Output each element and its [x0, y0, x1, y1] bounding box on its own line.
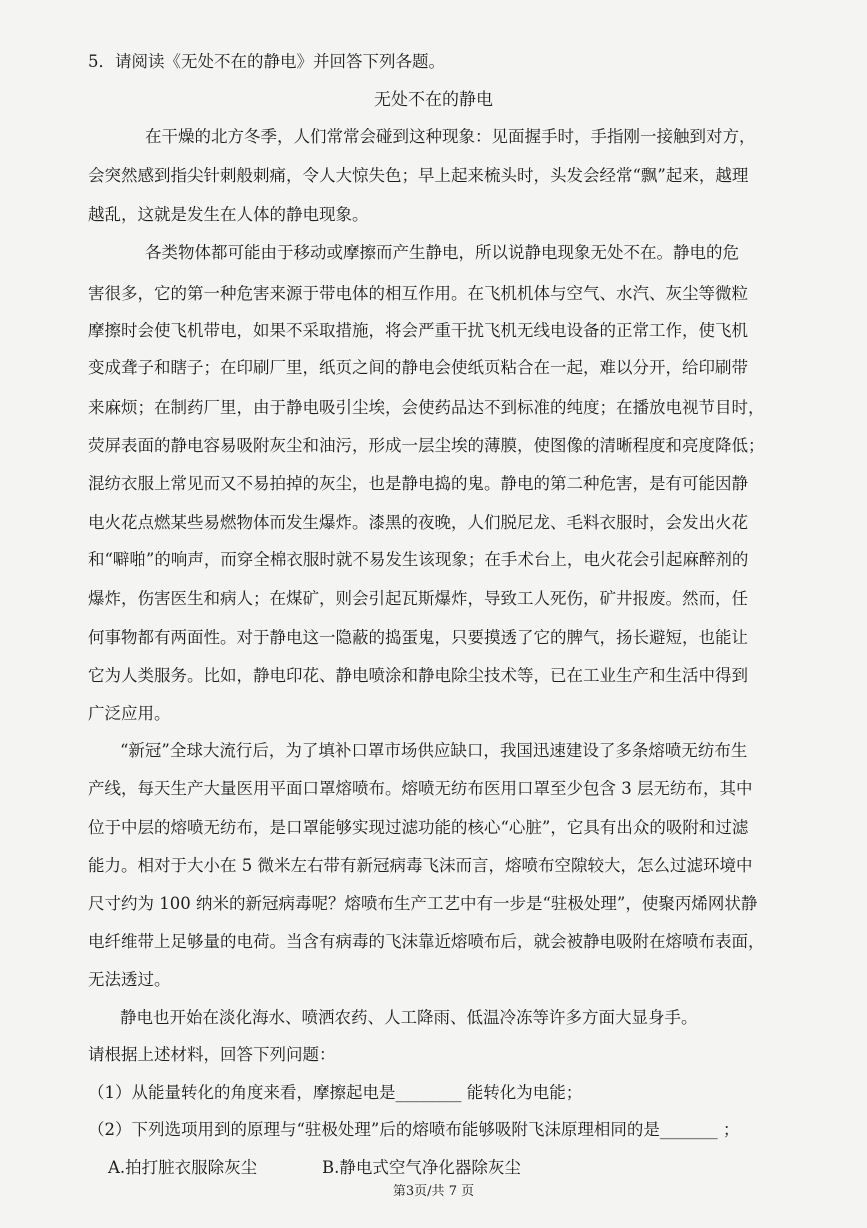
sub-question-1: （1）从能量转化的角度来看，摩擦起电是________ 能转化为电能；	[88, 1083, 583, 1102]
option-a: A.拍打脏衣服除灰尘	[108, 1158, 258, 1177]
paragraph-line: 各类物体都可能由于移动或摩擦而产生静电，所以说静电现象无处不在。静电的危	[145, 243, 739, 262]
sub-question-2: （2）下列选项用到的原理与“驻极处理”后的熔喷布能够吸附飞沫原理相同的是_______ ；	[88, 1120, 740, 1139]
paragraph-line: 何事物都有两面性。对于静电这一隐蔽的捣蛋鬼，只要摸透了它的脾气，扬长避短，也能让	[88, 628, 748, 647]
instructions: 请根据上述材料，回答下列问题：	[88, 1045, 336, 1064]
paragraph-line: 产线，每天生产大量医用平面口罩熔喷布。熔喷无纺布医用口罩至少包含 3 层无纺布，其中	[88, 779, 753, 798]
paragraph-line: 和“噼啪”的响声，而穿全棉衣服时就不易发生该现象；在手术台上，电火花会引起麻醉剂的	[88, 550, 749, 569]
paragraph-line: 变成聋子和瞎子；在印刷厂里，纸页之间的静电会使纸页粘合在一起，难以分开，给印刷带	[88, 358, 748, 377]
option-b: B.静电式空气净化器除灰尘	[322, 1158, 521, 1177]
paragraph-line: 广泛应用。	[88, 704, 171, 723]
paragraph-line: 越乱，这就是发生在人体的静电现象。	[88, 205, 369, 224]
paragraph-line: 静电也开始在淡化海水、喷洒农药、人工降雨、低温冷冻等许多方面大显身手。	[120, 1008, 698, 1027]
paragraph-line: 荧屏表面的静电容易吸附灰尘和油污，形成一层尘埃的薄膜，使图像的清晰程度和亮度降低；	[88, 436, 765, 455]
answer-options	[108, 1158, 788, 1178]
paragraph-line: 电纤维带上足够量的电荷。当含有病毒的飞沫靠近熔喷布后，就会被静电吸附在熔喷布表面，	[88, 932, 765, 951]
paragraph-line: 会突然感到指尖针刺般刺痛，令人大惊失色；早上起来梳头时，头发会经常“飘”起来，越理	[88, 166, 749, 185]
paragraph-line: 位于中层的熔喷无纺布，是口罩能够实现过滤功能的核心“心脏”，它具有出众的吸附和过滤	[88, 818, 749, 837]
paragraph-line: 能力。相对于大小在 5 微米左右带有新冠病毒飞沫而言，熔喷布空隙较大，怎么过滤环境中	[88, 856, 753, 875]
paragraph-line: 来麻烦；在制药厂里，由于静电吸引尘埃，会使药品达不到标准的纯度；在播放电视节目时，	[88, 398, 765, 417]
paragraph-line: 害很多，它的第一种危害来源于带电体的相互作用。在飞机机体与空气、水汽、灰尘等微粒	[88, 284, 748, 303]
paragraph-line: 电火花点燃某些易燃物体而发生爆炸。漆黑的夜晚，人们脱尼龙、毛料衣服时，会发出火花	[88, 513, 748, 532]
question-intro: 5．请阅读《无处不在的静电》并回答下列各题。	[88, 52, 445, 71]
paragraph-line: 尺寸约为 100 纳米的新冠病毒呢？熔喷布生产工艺中有一步是“驻极处理”，使聚丙烯网状静	[88, 894, 758, 913]
paragraph-line: 在干燥的北方冬季，人们常常会碰到这种现象：见面握手时，手指刚一接触到对方，	[145, 127, 756, 146]
paragraph-line: 爆炸，伤害医生和病人；在煤矿，则会引起瓦斯爆炸，导致工人死伤，矿井报废。然而，任	[88, 589, 748, 608]
paragraph-line: 混纺衣服上常见而又不易拍掉的灰尘，也是静电捣的鬼。静电的第二种危害，是有可能因静	[88, 474, 748, 493]
article-title: 无处不在的静电	[374, 90, 493, 110]
page-number: 第3页/共 7 页	[392, 1184, 475, 1199]
paragraph-line: 它为人类服务。比如，静电印花、静电喷涂和静电除尘技术等，已在工业生产和生活中得到	[88, 666, 748, 685]
paragraph-line: 摩擦时会使飞机带电，如果不采取措施，将会严重干扰飞机无线电设备的正常工作，使飞机	[88, 321, 748, 340]
paragraph-line: 无法透过。	[88, 970, 171, 989]
paragraph-line: “新冠”全球大流行后，为了填补口罩市场供应缺口，我国迅速建设了多条熔喷无纺布生	[120, 741, 748, 760]
